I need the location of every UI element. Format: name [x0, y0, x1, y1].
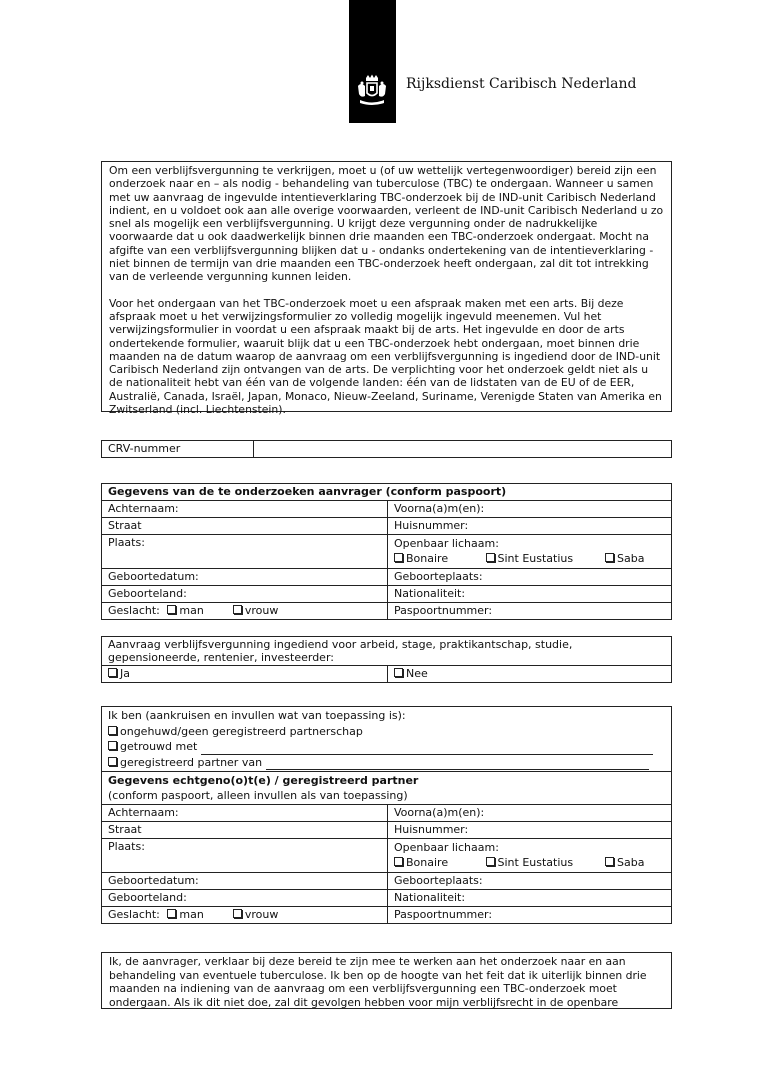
checkbox-icon[interactable] [108, 757, 117, 766]
checkbox-icon[interactable] [108, 726, 117, 735]
applicant-house-number-field[interactable]: Huisnummer: [388, 518, 672, 535]
organization-name: Rijksdienst Caribisch Nederland [406, 76, 637, 92]
partner-subheading: (conform paspoort, alleen invullen als van toepassing) [108, 789, 408, 802]
partner-passport-field[interactable]: Paspoortnummer: [388, 907, 672, 924]
royal-crest-icon [355, 74, 389, 108]
checkbox-icon[interactable] [486, 553, 495, 562]
applicant-public-body-field [388, 535, 672, 569]
crv-label: CRV-nummer [102, 441, 254, 458]
registered-partner-name-field[interactable] [266, 759, 649, 770]
applicant-place-label: Plaats: [108, 536, 145, 549]
checkbox-icon[interactable] [394, 857, 403, 866]
partner-place-field[interactable] [102, 839, 388, 873]
checkbox-icon[interactable] [486, 857, 495, 866]
relationship-married-label: getrouwd met [120, 740, 198, 753]
checkbox-icon[interactable] [108, 668, 117, 677]
purpose-no-option[interactable] [394, 667, 428, 680]
applicant-surname-field[interactable]: Achternaam: [102, 501, 388, 518]
partner-heading: Gegevens echtgeno(o)t(e) / geregistreerd partner [108, 774, 419, 787]
applicant-sint-eustatius-option[interactable] [486, 551, 602, 566]
intro-box [101, 161, 672, 417]
purpose-yes-label: Ja [120, 667, 130, 680]
applicant-saba-label: Saba [617, 552, 645, 565]
relationship-registered-label: geregistreerd partner van [120, 755, 263, 769]
partner-man-label: man [179, 908, 204, 921]
checkbox-icon[interactable] [394, 668, 403, 677]
purpose-section [101, 636, 672, 683]
applicant-bonaire-label: Bonaire [406, 552, 449, 565]
partner-birth-country-field[interactable]: Geboorteland: [102, 890, 388, 907]
partner-woman-label: vrouw [244, 908, 279, 921]
partner-birth-place-field[interactable]: Geboorteplaats: [388, 873, 672, 890]
applicant-woman-option[interactable] [233, 604, 279, 617]
relationship-intro: Ik ben (aankruisen en invullen wat van toepassing is): [108, 709, 406, 722]
partner-bonaire-option[interactable] [394, 855, 482, 870]
checkbox-icon[interactable] [233, 909, 242, 918]
partner-street-field[interactable]: Straat [102, 822, 388, 839]
purpose-no-cell [388, 666, 672, 683]
purpose-yes-cell [102, 666, 388, 683]
relationship-table [101, 706, 672, 924]
relationship-cell [102, 707, 672, 772]
purpose-yes-option[interactable] [108, 667, 130, 680]
partner-man-option[interactable] [167, 908, 229, 921]
applicant-gender-field [102, 603, 388, 620]
crv-table [101, 440, 672, 458]
applicant-passport-field[interactable]: Paspoortnummer: [388, 603, 672, 620]
partner-birth-date-field[interactable]: Geboortedatum: [102, 873, 388, 890]
applicant-woman-label: vrouw [244, 604, 279, 617]
crv-box [101, 440, 672, 458]
purpose-question: Aanvraag verblijfsvergunning ingediend voor arbeid, stage, praktikantschap, studie, gepensioneerde, rentenier, investeerder: [102, 637, 672, 666]
applicant-birth-country-field[interactable]: Geboorteland: [102, 586, 388, 603]
partner-woman-option[interactable] [233, 908, 279, 921]
partner-first-names-field[interactable]: Voorna(a)m(en): [388, 805, 672, 822]
checkbox-icon[interactable] [394, 553, 403, 562]
checkbox-icon[interactable] [108, 741, 117, 750]
checkbox-icon[interactable] [605, 553, 614, 562]
crv-number-field[interactable] [254, 441, 672, 458]
applicant-street-field[interactable]: Straat [102, 518, 388, 535]
partner-saba-label: Saba [617, 856, 645, 869]
applicant-sint-eustatius-label: Sint Eustatius [497, 552, 574, 565]
intro-paragraph-2: Voor het ondergaan van het TBC-onderzoek moet u een afspraak maken met een arts. Bij deze afspraak moet u het verwijzingsformulier zo volledig mogelijk ingevuld meenemen. Vul het verwijzingsformulier in voordat u een afspraak maakt bij de arts. Het ingevulde en door de arts ondertekende formulier, waaruit blijk dat u een TBC-onderzoek hebt ondergaan, moet binnen drie maanden na de datum waarop de aanvraag om een verblijfsvergunning is ingediend door de IND-unit Caribisch Nederland zijn ontvangen van de arts. De verplichting voor het onderzoek geldt niet als u de nationaliteit hebt van één van de volgende landen: één van de lidstaten van de EU of de EER, Australië, Canada, Israël, Japan, Monaco, Nieuw-Zeeland, Suriname, Verenigde Staten van Amerika en Zwitserland (incl. Liechtenstein). [109, 296, 662, 417]
relationship-single-label: ongehuwd/geen geregistreerd partnerschap [120, 724, 363, 738]
applicant-man-label: man [179, 604, 204, 617]
applicant-public-body-label: Openbaar lichaam: [394, 537, 499, 550]
partner-gender-field [102, 907, 388, 924]
partner-public-body-label: Openbaar lichaam: [394, 841, 499, 854]
intro-paragraph-1: Om een verblijfsvergunning te verkrijgen, moet u (of uw wettelijk vertegenwoordiger) bereid zijn een onderzoek naar en – als nodig - behandeling van tuberculose (TBC) te ondergaan. Wanneer u samen met uw aanvraag de ingevulde intentieverklaring TBC-onderzoek bij de IND-unit Caribisch Nederland indient, en u voldoet ook aan alle overige voorwaarden, verleent de IND-unit Caribisch Nederland u zo snel als mogelijk een verblijfsvergunning. U krijgt deze vergunning onder de nadrukkelijke voorwaarde dat u ook daadwerkelijk binnen drie maanden een TBC-onderzoek ondergaat. Mocht na afgifte van een verblijfsvergunning blijken dat u - ondanks ondertekening van de intentieverklaring - niet binnen de termijn van drie maanden een TBC-onderzoek heeft ondergaan, zal dit tot intrekking van de verleende vergunning kunnen leiden. [109, 164, 664, 284]
applicant-man-option[interactable] [167, 604, 229, 617]
applicant-birth-date-field[interactable]: Geboortedatum: [102, 569, 388, 586]
checkbox-icon[interactable] [605, 857, 614, 866]
applicant-gender-label: Geslacht: [108, 604, 160, 617]
partner-house-number-field[interactable]: Huisnummer: [388, 822, 672, 839]
partner-bonaire-label: Bonaire [406, 856, 449, 869]
applicant-table [101, 483, 672, 620]
partner-surname-field[interactable]: Achternaam: [102, 805, 388, 822]
partner-sint-eustatius-option[interactable] [486, 855, 602, 870]
relationship-registered-option[interactable] [108, 755, 665, 771]
applicant-place-field[interactable] [102, 535, 388, 569]
partner-gender-label: Geslacht: [108, 908, 160, 921]
logo-bar [349, 0, 396, 123]
partner-sint-eustatius-label: Sint Eustatius [497, 856, 574, 869]
checkbox-icon[interactable] [167, 605, 176, 614]
married-name-field[interactable] [201, 744, 653, 755]
applicant-section [101, 483, 672, 620]
partner-public-body-field [388, 839, 672, 873]
partner-saba-option[interactable] [605, 855, 644, 870]
checkbox-icon[interactable] [167, 909, 176, 918]
applicant-first-names-field[interactable]: Voorna(a)m(en): [388, 501, 672, 518]
partner-nationality-field[interactable]: Nationaliteit: [388, 890, 672, 907]
relationship-married-option[interactable] [108, 739, 665, 755]
relationship-single-option[interactable] [108, 724, 665, 740]
declaration-text: Ik, de aanvrager, verklaar bij deze bereid te zijn mee te werken aan het onderzoek naar en aan behandeling van eventuele tuberculose. Ik ben op de hoogte van het feit dat ik uiterlijk binnen drie maanden na indiening van de aanvraag om een verblijfsvergunning een TBC-onderzoek moet ondergaan. Als ik dit niet doe, zal dit gevolgen hebben voor mijn verblijfsrecht in de openbare [109, 955, 647, 1009]
partner-place-label: Plaats: [108, 840, 145, 853]
applicant-saba-option[interactable] [605, 551, 644, 566]
purpose-table [101, 636, 672, 683]
declaration-box [101, 952, 672, 1009]
applicant-bonaire-option[interactable] [394, 551, 482, 566]
relationship-section [101, 706, 672, 924]
applicant-heading: Gegevens van de te onderzoeken aanvrager (conform paspoort) [102, 484, 672, 501]
applicant-nationality-field[interactable]: Nationaliteit: [388, 586, 672, 603]
purpose-no-label: Nee [406, 667, 428, 680]
applicant-birth-place-field[interactable]: Geboorteplaats: [388, 569, 672, 586]
checkbox-icon[interactable] [233, 605, 242, 614]
partner-heading-cell [102, 772, 672, 805]
